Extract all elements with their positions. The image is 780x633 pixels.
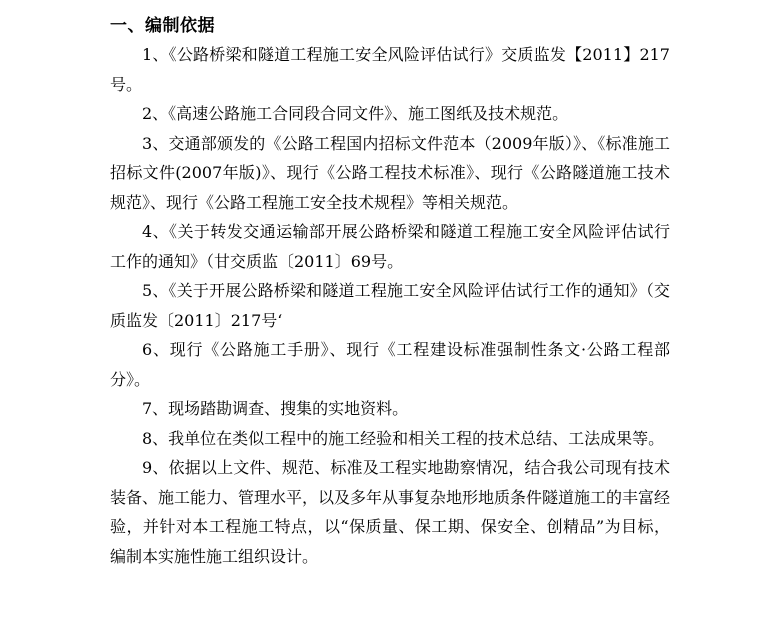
basis-item-1: 1、《公路桥梁和隧道工程施工安全风险评估试行》交质监发【2011】217号。 [110,45,670,94]
document-page [110,12,670,571]
basis-item-3: 3、交通部颁发的《公路工程国内招标文件范本（2009年版）》、《标准施工招标文件(2007年版)》、现行《公路工程技术标准》、现行《公路隧道施工技术规范》、现行《公路工程施工安全技术规程》等相关规范。 [110,133,670,212]
basis-item-2: 2、《高速公路施工合同段合同文件》、施工图纸及技术规范。 [142,104,569,123]
section-heading: 一、编制依据 [110,16,215,36]
basis-item-5: 5、《关于开展公路桥梁和隧道工程施工安全风险评估试行工作的通知》（交质监发〔2011〕217号‘ [110,281,670,330]
basis-item-9: 9、依据以上文件、规范、标准及工程实地勘察情况，结合我公司现有技术装备、施工能力、管理水平，以及多年从事复杂地形地质条件隧道施工的丰富经验，并针对本工程施工特点，以“保质量、保工期、保安全、创精品”为目标，编制本实施性施工组织设计。 [110,458,671,566]
basis-item-6: 6、现行《公路施工手册》、现行《工程建设标准强制性条文·公路工程部分》。 [110,340,670,389]
basis-item-8: 8、我单位在类似工程中的施工经验和相关工程的技术总结、工法成果等。 [142,428,665,448]
basis-item-4: 4、《关于转发交通运输部开展公路桥梁和隧道工程施工安全风险评估试行工作的通知》（甘交质监〔2011〕69号。 [110,222,670,271]
basis-item-7: 7、现场踏勘调查、搜集的实地资料。 [142,399,409,418]
